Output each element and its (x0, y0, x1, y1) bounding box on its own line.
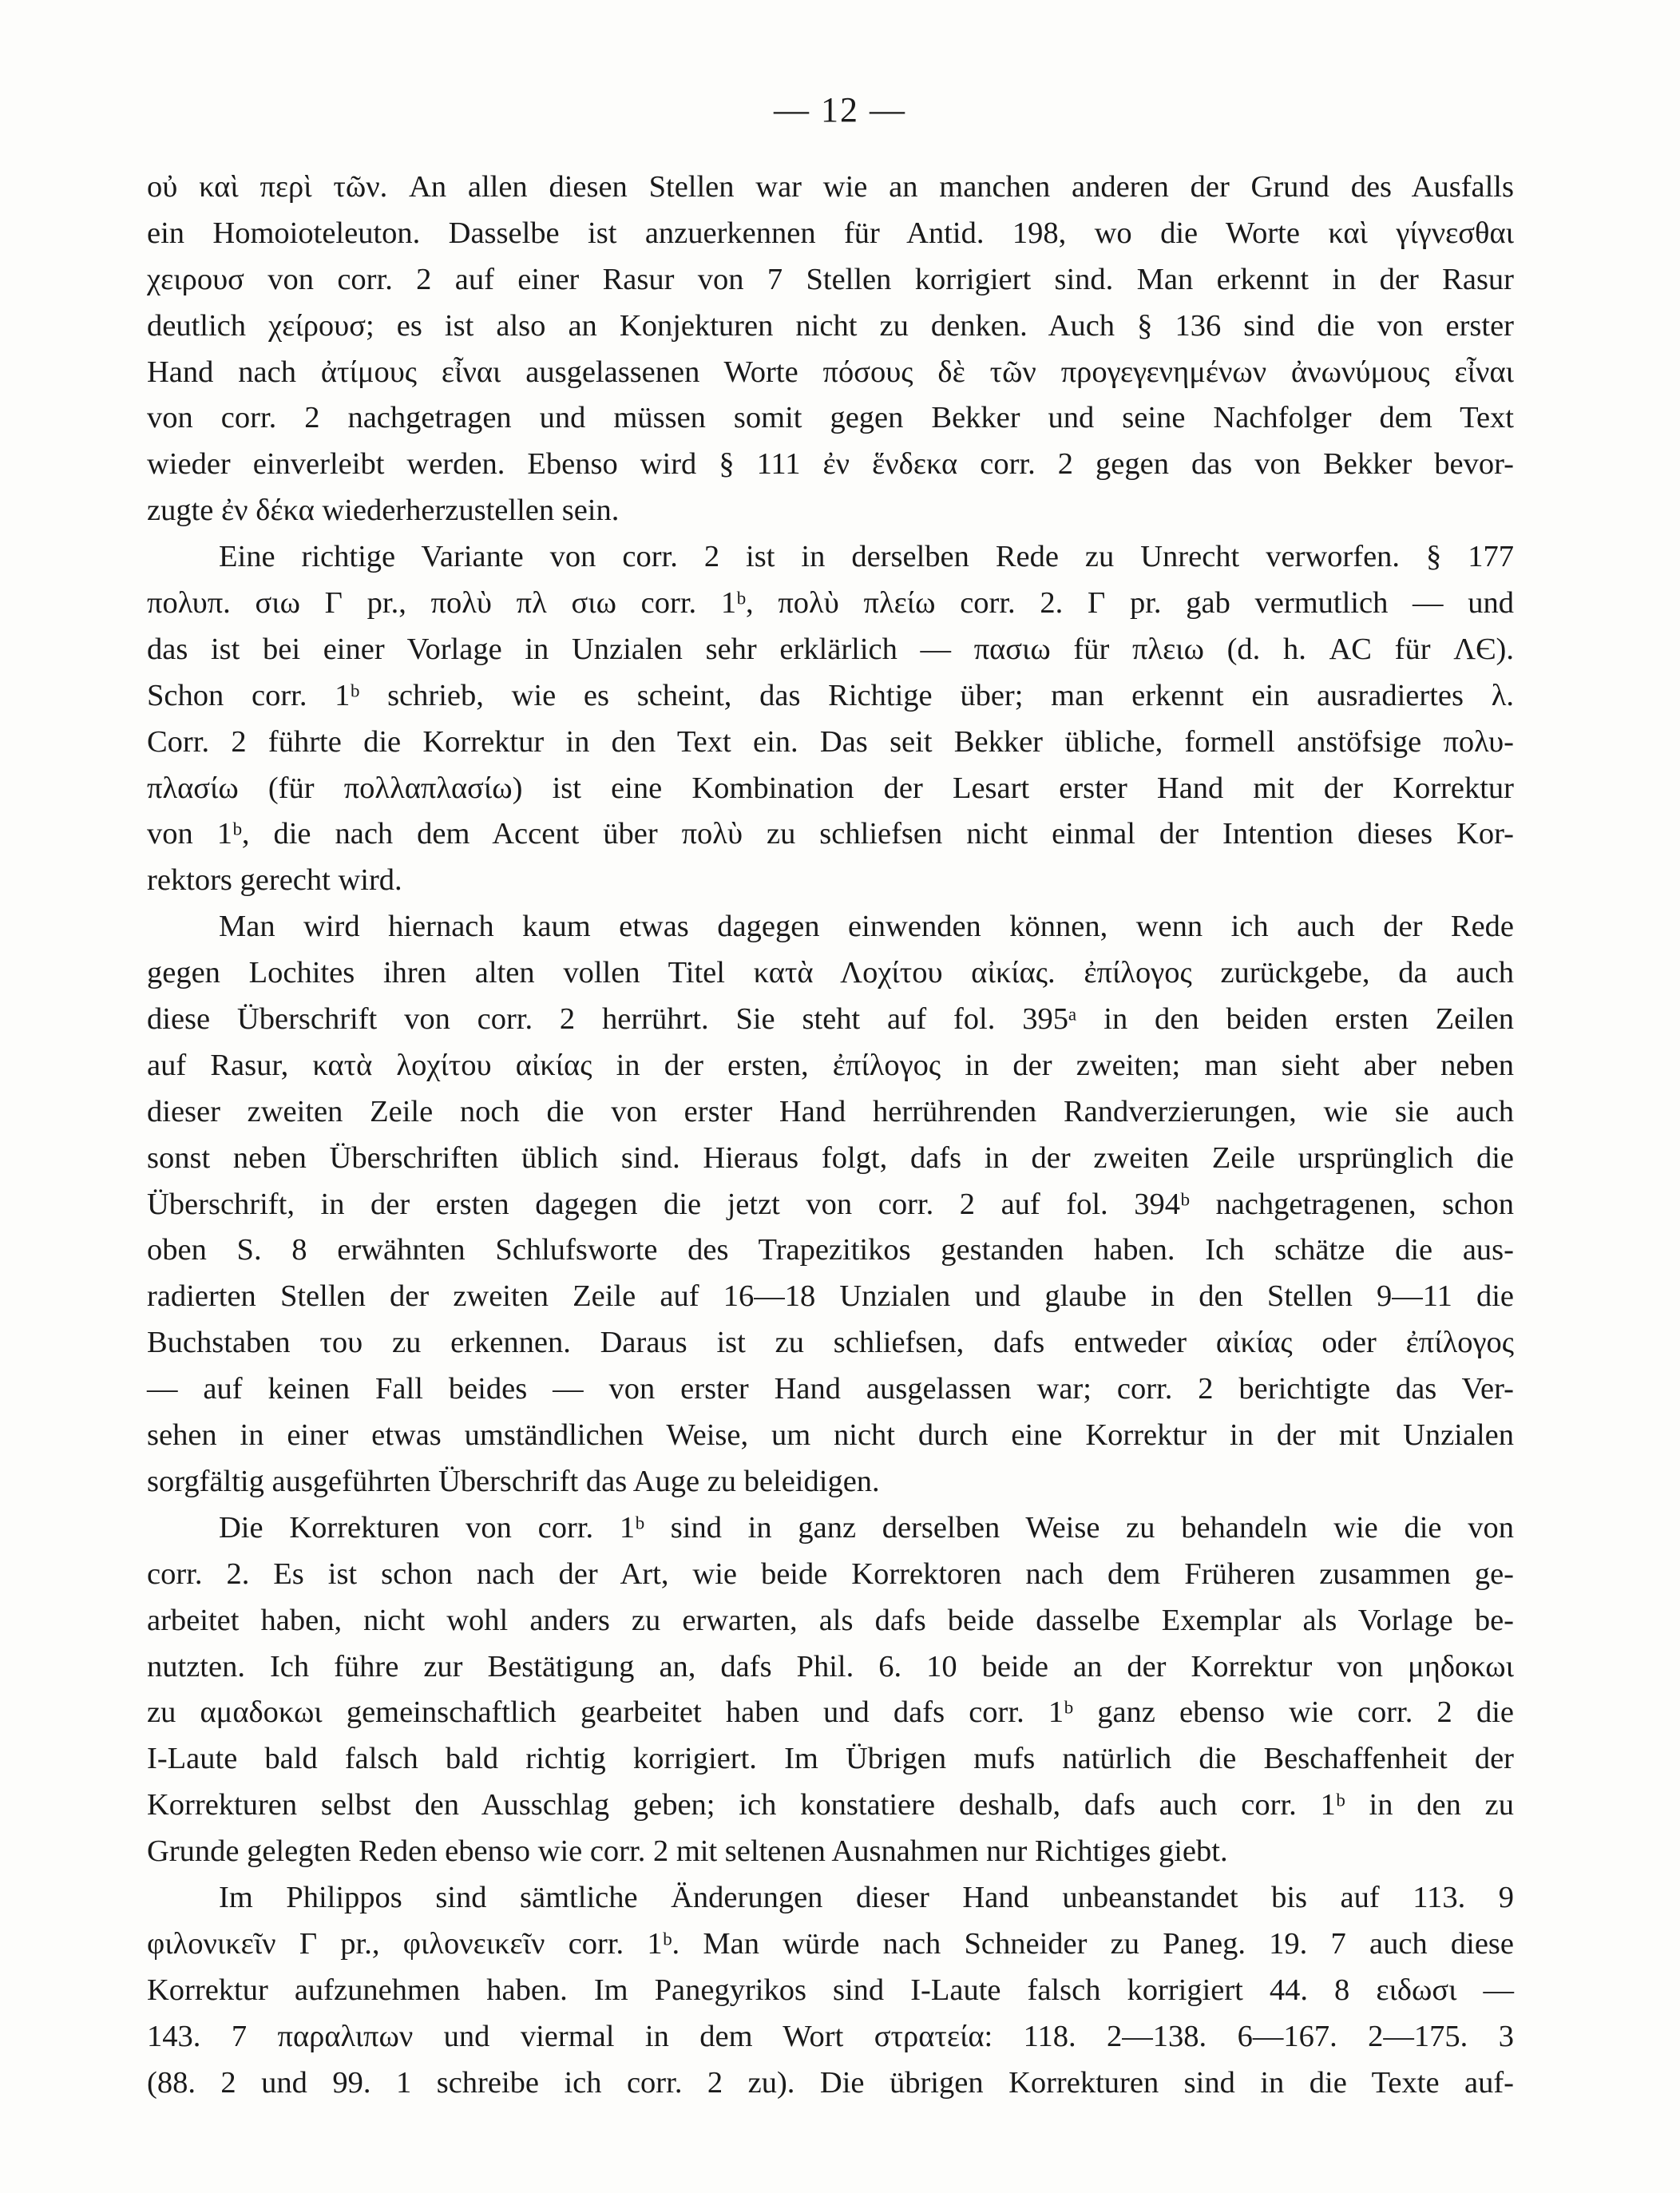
text-line: χειρουσ von corr. 2 auf einer Rasur von 7 Stellen korrigiert sind. Man erkennt in der Rasur (147, 262, 1514, 296)
text-line: πολυπ. σιω Γ pr., πολὺ πλ σιω corr. 1ᵇ, πολὺ πλείω corr. 2. Γ pr. gab vermutlich — und (147, 586, 1514, 621)
text-line: Grunde gelegten Reden ebenso wie corr. 2 mit seltenen Ausnahmen nur Richtiges giebt. (147, 1834, 1228, 1869)
text-line: dieser zweiten Zeile noch die von erster Hand herrührenden Randverzierungen, wie sie auch (147, 1094, 1514, 1128)
text-line: πλασίω (für πολλαπλασίω) ist eine Kombination der Lesart erster Hand mit der Korrektur (147, 771, 1514, 805)
text-line: sorgfältig ausgeführten Überschrift das Auge zu beleidigen. (147, 1464, 880, 1498)
text-line: zugte ἐν δέκα wiederherzustellen sein. (147, 494, 620, 528)
text-line: deutlich χείρουσ; es ist also an Konjekturen nicht zu denken. Auch § 136 sind die von erster (147, 308, 1514, 343)
text-line: I-Laute bald falsch bald richtig korrigiert. Im Übrigen mufs natürlich die Beschaffenheit der (147, 1742, 1514, 1776)
text-line: arbeitet haben, nicht wohl anders zu erwarten, als dafs beide dasselbe Exemplar als Vorlage be- (147, 1603, 1514, 1637)
text-line: nutzten. Ich führe zur Bestätigung an, dafs Phil. 6. 10 beide an der Korrektur von μηδοκωι (147, 1649, 1514, 1683)
text-line: 143. 7 παραλιπων und viermal in dem Wort στρατεία: 118. 2—138. 6—167. 2—175. 3 (147, 2019, 1514, 2053)
text-line: Eine richtige Variante von corr. 2 ist in derselben Rede zu Unrecht verworfen. § 177 (219, 540, 1514, 574)
text-line: Hand nach ἀτίμους εἶναι ausgelassenen Worte πόσους δὲ τῶν προγεγενημένων ἀνωνύμους εἶναι (147, 355, 1514, 389)
text-line: von 1ᵇ, die nach dem Accent über πολὺ zu schliefsen nicht einmal der Intention dieses Kor- (147, 817, 1514, 851)
text-line: Man wird hiernach kaum etwas dagegen einwenden können, wenn ich auch der Rede (219, 910, 1514, 944)
text-line: Korrektur aufzunehmen haben. Im Panegyrikos sind I-Laute falsch korrigiert 44. 8 ειδωσι — (147, 1973, 1514, 2007)
text-line: oben S. 8 erwähnten Schlufsworte des Trapezitikos gestanden haben. Ich schätze die aus- (147, 1233, 1514, 1267)
text-line: Überschrift, in der ersten dagegen die jetzt von corr. 2 auf fol. 394ᵇ nachgetragenen, schon (147, 1187, 1514, 1221)
text-line: οὐ καὶ περὶ τῶν. An allen diesen Stellen war wie an manchen anderen der Grund des Ausfalls (147, 170, 1514, 204)
text-line: rektors gerecht wird. (147, 863, 402, 898)
text-line: — auf keinen Fall beides — von erster Hand ausgelassen war; corr. 2 berichtigte das Ver- (147, 1372, 1514, 1406)
text-line: radierten Stellen der zweiten Zeile auf 16—18 Unzialen und glaube in den Stellen 9—11 die (147, 1279, 1514, 1314)
text-line: (88. 2 und 99. 1 schreibe ich corr. 2 zu). Die übrigen Korrekturen sind in die Texte auf- (147, 2065, 1514, 2100)
text-line: Im Philippos sind sämtliche Änderungen dieser Hand unbeanstandet bis auf 113. 9 (219, 1880, 1514, 1914)
text-line: corr. 2. Es ist schon nach der Art, wie beide Korrektoren nach dem Früheren zusammen ge- (147, 1557, 1514, 1591)
text-line: von corr. 2 nachgetragen und müssen somit gegen Bekker und seine Nachfolger dem Text (147, 401, 1514, 435)
page-number: — 12 — (774, 90, 906, 129)
text-line: zu αμαδοκωι gemeinschaftlich gearbeitet haben und dafs corr. 1ᵇ ganz ebenso wie corr. 2 die (147, 1695, 1514, 1730)
text-line: Buchstaben του zu erkennen. Daraus ist zu schliefsen, dafs entweder αἰκίας oder ἐπίλογος (147, 1326, 1514, 1360)
text-line: sehen in einer etwas umständlichen Weise, um nicht durch eine Korrektur in der mit Unzialen (147, 1418, 1514, 1453)
text-line: das ist bei einer Vorlage in Unzialen sehr erklärlich — πασιω für πλειω (d. h. ΑC für ΛЄ). (147, 632, 1514, 666)
text-line: Die Korrekturen von corr. 1ᵇ sind in ganz derselben Weise zu behandeln wie die von (219, 1510, 1514, 1545)
text-line: Corr. 2 führte die Korrektur in den Text ein. Das seit Bekker übliche, formell anstöfsige πολυ- (147, 724, 1514, 759)
text-line: auf Rasur, κατὰ λοχίτου αἰκίας in der ersten, ἐπίλογος in der zweiten; man sieht aber neben (147, 1048, 1514, 1082)
text-line: diese Überschrift von corr. 2 herrührt. Sie steht auf fol. 395ᵃ in den beiden ersten Zeilen (147, 1002, 1514, 1037)
text-line: ein Homoioteleuton. Dasselbe ist anzuerkennen für Antid. 198, wo die Worte καὶ γίγνεσθαι (147, 216, 1514, 250)
text-line: gegen Lochites ihren alten vollen Titel κατὰ Λοχίτου αἰκίας. ἐπίλογος zurückgebe, da auch (147, 956, 1514, 990)
text-line: Korrekturen selbst den Ausschlag geben; ich konstatiere deshalb, dafs auch corr. 1ᵇ in den zu (147, 1788, 1514, 1822)
body-text (147, 165, 1514, 2106)
text-line: φιλονικεῖν Γ pr., φιλονεικεῖν corr. 1ᵇ. Man würde nach Schneider zu Paneg. 19. 7 auch diese (147, 1926, 1514, 1961)
text-line: Schon corr. 1ᵇ schrieb, wie es scheint, das Richtige über; man erkennt ein ausradiertes λ. (147, 678, 1514, 712)
text-line: sonst neben Überschriften üblich sind. Hieraus folgt, dafs in der zweiten Zeile ursprünglich die (147, 1140, 1514, 1175)
text-line: wieder einverleibt werden. Ebenso wird § 111 ἐν ἕνδεκα corr. 2 gegen das von Bekker bevor- (147, 447, 1514, 482)
